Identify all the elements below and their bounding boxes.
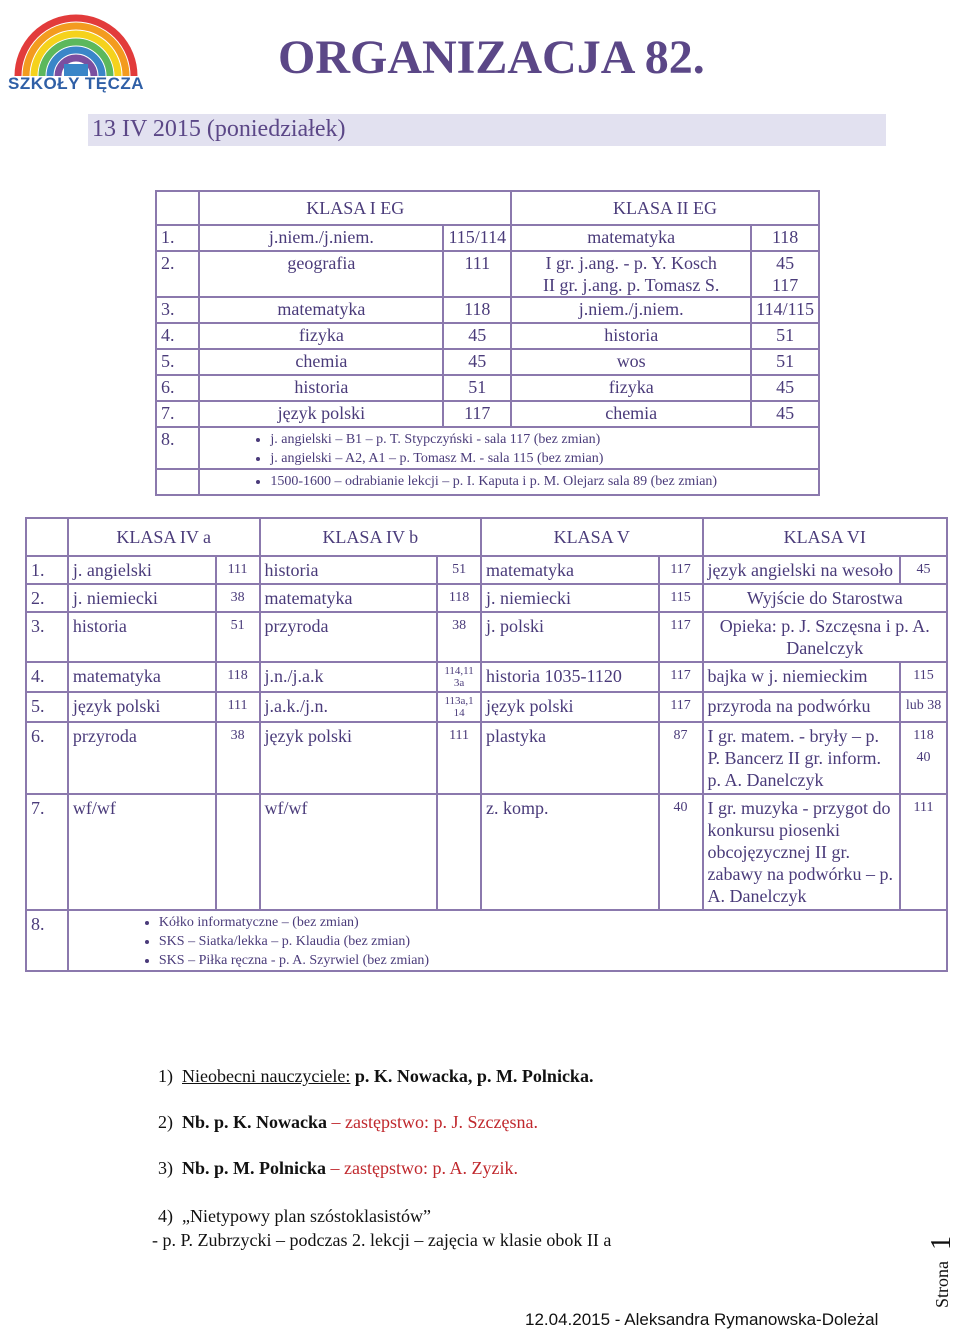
- table-row: 3. historia 51 przyroda 38 j. polski 117 Opieka: p. J. Szczęsna i p. A. Danelczyk: [26, 612, 947, 662]
- table-row: 7. język polski 117 chemia 45: [156, 401, 819, 427]
- table-row: 4. matematyka 118 j.n./j.a.k 114,11 3a historia 1035-1120 117 bajka w j. niemieckim 115: [26, 662, 947, 692]
- logo-text: SZKOŁY TĘCZA: [8, 74, 145, 93]
- note-2: 2) Nb. p. K. Nowacka – zastępstwo: p. J. Szczęsna.: [158, 1112, 538, 1132]
- table-row: 8. • j. angielski – B1 – p. T. Stypczyński - sala 117 (bez zmian) • j. angielski – A2, A1 – p. Tomasz M. - sala 115 (bez zmian): [156, 427, 819, 469]
- page-title: ORGANIZACJA 82.: [278, 31, 705, 84]
- schedule-date: 13 IV 2015 (poniedziałek): [92, 116, 346, 142]
- table-row: 6. przyroda 38 język polski 111 plastyka 87 I gr. matem. - bryły – p. P. Bancerz II gr. inform. p. A. Danelczyk 118 40: [26, 722, 947, 794]
- footer-author: 12.04.2015 - Aleksandra Rymanowska-Doleżal: [525, 1310, 879, 1329]
- note-3: 3) Nb. p. M. Polnicka – zastępstwo: p. A. Zyzik.: [158, 1158, 519, 1178]
- table-row: 8. • Kółko informatyczne – (bez zmian) • SKS – Siatka/lekka – p. Klaudia (bez zmian) • SKS – Piłka ręczna - p. A. Szyrwiel (bez zmian): [26, 910, 947, 971]
- note-4: 4) „Nietypowy plan szóstoklasistów”: [158, 1206, 431, 1226]
- table-header-row: [26, 518, 947, 556]
- schedule-table-upper: [155, 190, 820, 496]
- class-header-5: KLASA V: [481, 518, 702, 556]
- table-row: • 1500-1600 – odrabianie lekcji – p. I. Kaputa i p. M. Olejarz sala 89 (bez zmian): [156, 469, 819, 495]
- schedule-table-lower: [25, 517, 948, 972]
- table-row: 7. wf/wf wf/wf z. komp. 40 I gr. muzyka - przygot do konkursu piosenki obcojęzycznej II gr. zabawy na podwórku – p. A. Danelczyk 111: [26, 794, 947, 910]
- class-header-4a: KLASA IV a: [68, 518, 260, 556]
- table-row: 5. język polski 111 j.a.k./j.n. 113a,1 14 język polski 117 przyroda na podwórku lub 38: [26, 692, 947, 722]
- class-header-2eg: KLASA II EG: [511, 191, 819, 225]
- table-row: 1. j.niem./j.niem. 115/114 matematyka 118: [156, 225, 819, 251]
- table-row: 2. geografia 111 I gr. j.ang. - p. Y. Kosch II gr. j.ang. p. Tomasz S. 45 117: [156, 251, 819, 297]
- table-header-row: [156, 191, 819, 225]
- class-header-4b: KLASA IV b: [260, 518, 482, 556]
- table-row: 1. j. angielski 111 historia 51 matematyka 117 język angielski na wesoło 45: [26, 556, 947, 584]
- class-header-6: KLASA VI: [703, 518, 947, 556]
- note-1: 1) Nieobecni nauczyciele: p. K. Nowacka, p. M. Polnicka.: [158, 1066, 594, 1086]
- table-row: 6. historia 51 fizyka 45: [156, 375, 819, 401]
- note-4-detail: - p. P. Zubrzycki – podczas 2. lekcji – zajęcia w klasie obok II a: [152, 1230, 612, 1250]
- page-number: [918, 1230, 958, 1310]
- class-header-1eg: KLASA I EG: [199, 191, 511, 225]
- table-row: 3. matematyka 118 j.niem./j.niem. 114/115: [156, 297, 819, 323]
- table-row: 2. j. niemiecki 38 matematyka 118 j. niemiecki 115 Wyjście do Starostwa: [26, 584, 947, 612]
- table-row: 5. chemia 45 wos 51: [156, 349, 819, 375]
- svg-text:Strona: Strona: [932, 1261, 952, 1308]
- table-row: 4. fizyka 45 historia 51: [156, 323, 819, 349]
- svg-text:1: 1: [926, 1236, 957, 1250]
